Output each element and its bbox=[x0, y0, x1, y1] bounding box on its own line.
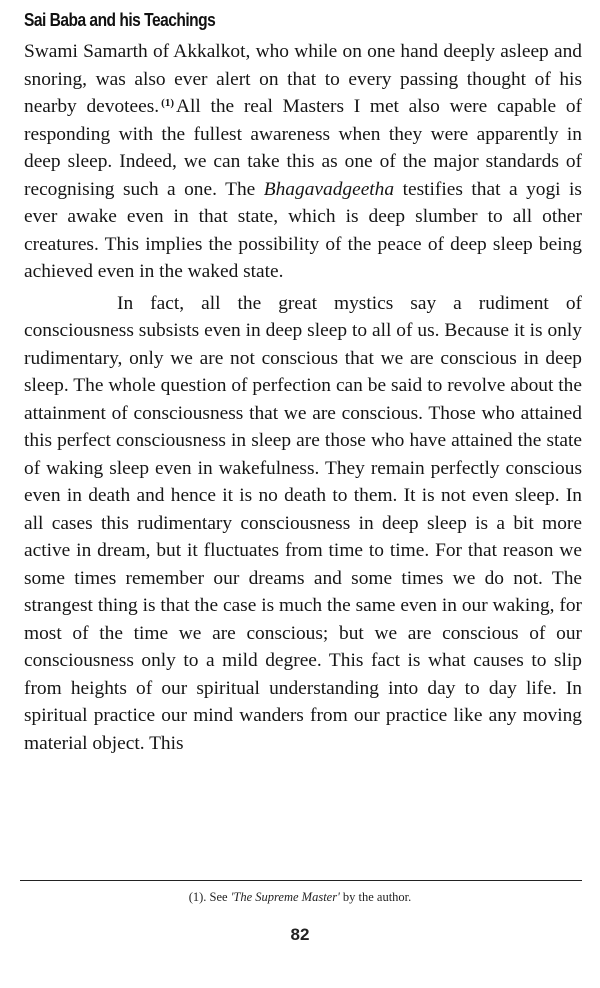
paragraph-1-text-c: testifies that a yogi is ever awake even in that state, which is deep slumber to all other creatures. This implies the possibility of the peace of deep sleep being achieved even in the waked state. bbox=[24, 178, 582, 282]
footnote bbox=[0, 890, 600, 905]
footnote-rule bbox=[20, 880, 582, 881]
paragraph-1-text-b: All the real Masters I met also were capable of responding with the fullest awareness when they were apparently in deep sleep. Indeed, we can take this as one of the major standards of recognising such a one. The bbox=[24, 96, 583, 200]
footnote-prefix: (1). See bbox=[188, 890, 228, 904]
page-number: 82 bbox=[290, 925, 310, 944]
running-head: Sai Baba and his Teachings bbox=[24, 9, 216, 30]
paragraph-2: In fact, all the great mystics say a rudiment of consciousness subsists even in deep sleep to all of us. Because it is only rudimentary, only we are not conscious that we are conscious in deep sleep. The whole question of perfection can be said to revolve about the attainment of consciousness that we are conscious. Those who attained this perfect consciousness in sleep are those who have attained the state of waking sleep even in wakefulness. They remain perfectly conscious even in death and hence it is no death to them. It is not even sleep. In all cases this rudimentary consciousness in deep sleep is a bit more active in dream, but it fluctuates from time to time. For that reason we some times remember our dreams and some times we do not. The strangest thing is that the case is much the same even in our waking, for most of the time we are conscious; but we are conscious of our consciousness only to a mild degree. This fact is what causes to slip from heights of our spiritual understanding into day to day life. In spiritual practice our mind wanders from our practice like any moving material object. This bbox=[24, 292, 582, 754]
paragraph-1-text-a: Swami Samarth of Akkalkot, who while on one hand deeply asleep and snoring, was also ever alert on that to every passing thought of his nearby devotees. bbox=[24, 41, 582, 117]
footnote-suffix: by the author. bbox=[342, 890, 412, 904]
footnote-reference: (1) bbox=[161, 97, 174, 109]
footnote-book-title: 'The Supreme Master' bbox=[230, 890, 340, 904]
paragraph-1 bbox=[24, 38, 582, 286]
book-title-italic: Bhagavadgeetha bbox=[263, 178, 395, 200]
body-text bbox=[24, 38, 582, 757]
